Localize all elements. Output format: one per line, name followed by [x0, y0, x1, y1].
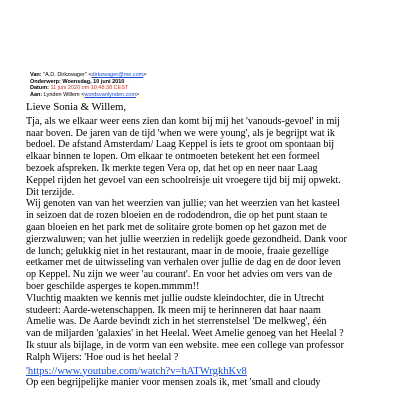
body-line: Ik stuur als bijlage, in de vorm van een website. mee een college van professor: [26, 339, 344, 351]
subject-text: Onderwerp: Woensdag, 10 juni 2010: [30, 78, 125, 85]
body-line: in seizoen dat de rozen bloeien en de rododendron, die op het punt staan te: [26, 210, 328, 222]
date-label: Datum:: [30, 85, 49, 92]
date-line: [30, 85, 146, 92]
from-email-link[interactable]: dirkzwager@me.com: [91, 72, 144, 78]
from-label: Van:: [30, 72, 42, 78]
body-line: Wij genoten van van het weerzien van jullie; van het weerzien van het kasteel: [26, 198, 340, 210]
subject-line: [30, 79, 146, 86]
body-line: de lunch; gelukkig niet in het restaurant, maar in de mooie, fraaie gezellige: [26, 245, 329, 257]
body-line: eetkamer met de uitwisseling van verhalen over jullie de dag en de door leven: [26, 257, 341, 269]
body-line: Tja, als we elkaar weer eens zien dan komt bij mij het 'vanouds-gevoel' in mij: [26, 115, 340, 127]
body-line: elkaar binnen te lopen. Om elkaar te ontmoeten betekent het een formeel: [26, 151, 320, 163]
letter-body: [26, 102, 398, 389]
body-line: Dit terzijde.: [26, 186, 75, 198]
to-line: [30, 92, 146, 99]
body-line: Vluchtig maakten we kennis met jullie oudste kleindochter, die in Utrecht: [26, 292, 325, 304]
body-line-last: Op een begrijpelijke manier voor mensen zoals ik, met 'small and cloudy: [26, 377, 321, 389]
to-label: Aan:: [30, 91, 43, 98]
body-line: op Keppel. Nu zijn we weer 'au courant'. En voor het advies om vers van de: [26, 269, 333, 281]
body-line: van de miljarden 'galaxies' in het Heelal. Weet Amelie genoeg van het Heelal ?: [26, 328, 344, 340]
body-line: gaan bloeien en het park met de solitaire grote bomen op het gazon met de: [26, 221, 327, 233]
from-line: [30, 72, 146, 79]
url-prefix: ': [26, 365, 28, 377]
body-line: Ralph Wijers: 'Hoe oud is het heelal ?: [26, 351, 179, 363]
email-header: [30, 72, 146, 98]
from-name: "A.D. Dirkzwager" <: [43, 72, 92, 78]
body-line: gierzwaluwen; van het jullie weerzien in redelijk goede gezondheid. Dank voor: [26, 233, 347, 245]
to-close: >: [136, 91, 140, 98]
body-line: Amelie was. De Aarde bevindt zich in het sterrenstelsel 'De melkweg', één: [26, 316, 327, 328]
body-line: Keppel rijden het gevoel van een schoolreisje uit vroegere tijd bij mij opwekt.: [26, 174, 341, 186]
date-value: 11 juni 2020 om 10:48:38 CEST: [50, 85, 129, 92]
to-email-link[interactable]: wordsvanlynden.com: [84, 91, 137, 98]
body-line: naar boven. De jaren van de tijd 'when we were young', als je begrijpt wat ik: [26, 127, 335, 139]
body-line: boer geschilde asperges te kopen.mmmm!!: [26, 280, 200, 292]
url-text[interactable]: https://www.youtube.com/watch?v=hATWrgkhKv8: [27, 365, 247, 377]
body-line: bedoel. De afstand Amsterdam/ Laag Keppel is iets te groot om spontaan bij: [26, 139, 335, 151]
greeting: Lieve Sonia & Willem,: [26, 101, 127, 113]
from-close: >: [143, 72, 147, 78]
to-name: Lynden Willem <: [43, 91, 85, 98]
body-line: bezoek afspreken. Ik merkte tegen Vera op, dat het op en neer naar Laag: [26, 162, 318, 174]
body-line: studeert: Aarde-wetenschappen. Ik meen mij te herinneren dat haar naam: [26, 304, 321, 316]
youtube-link[interactable]: [26, 366, 398, 378]
